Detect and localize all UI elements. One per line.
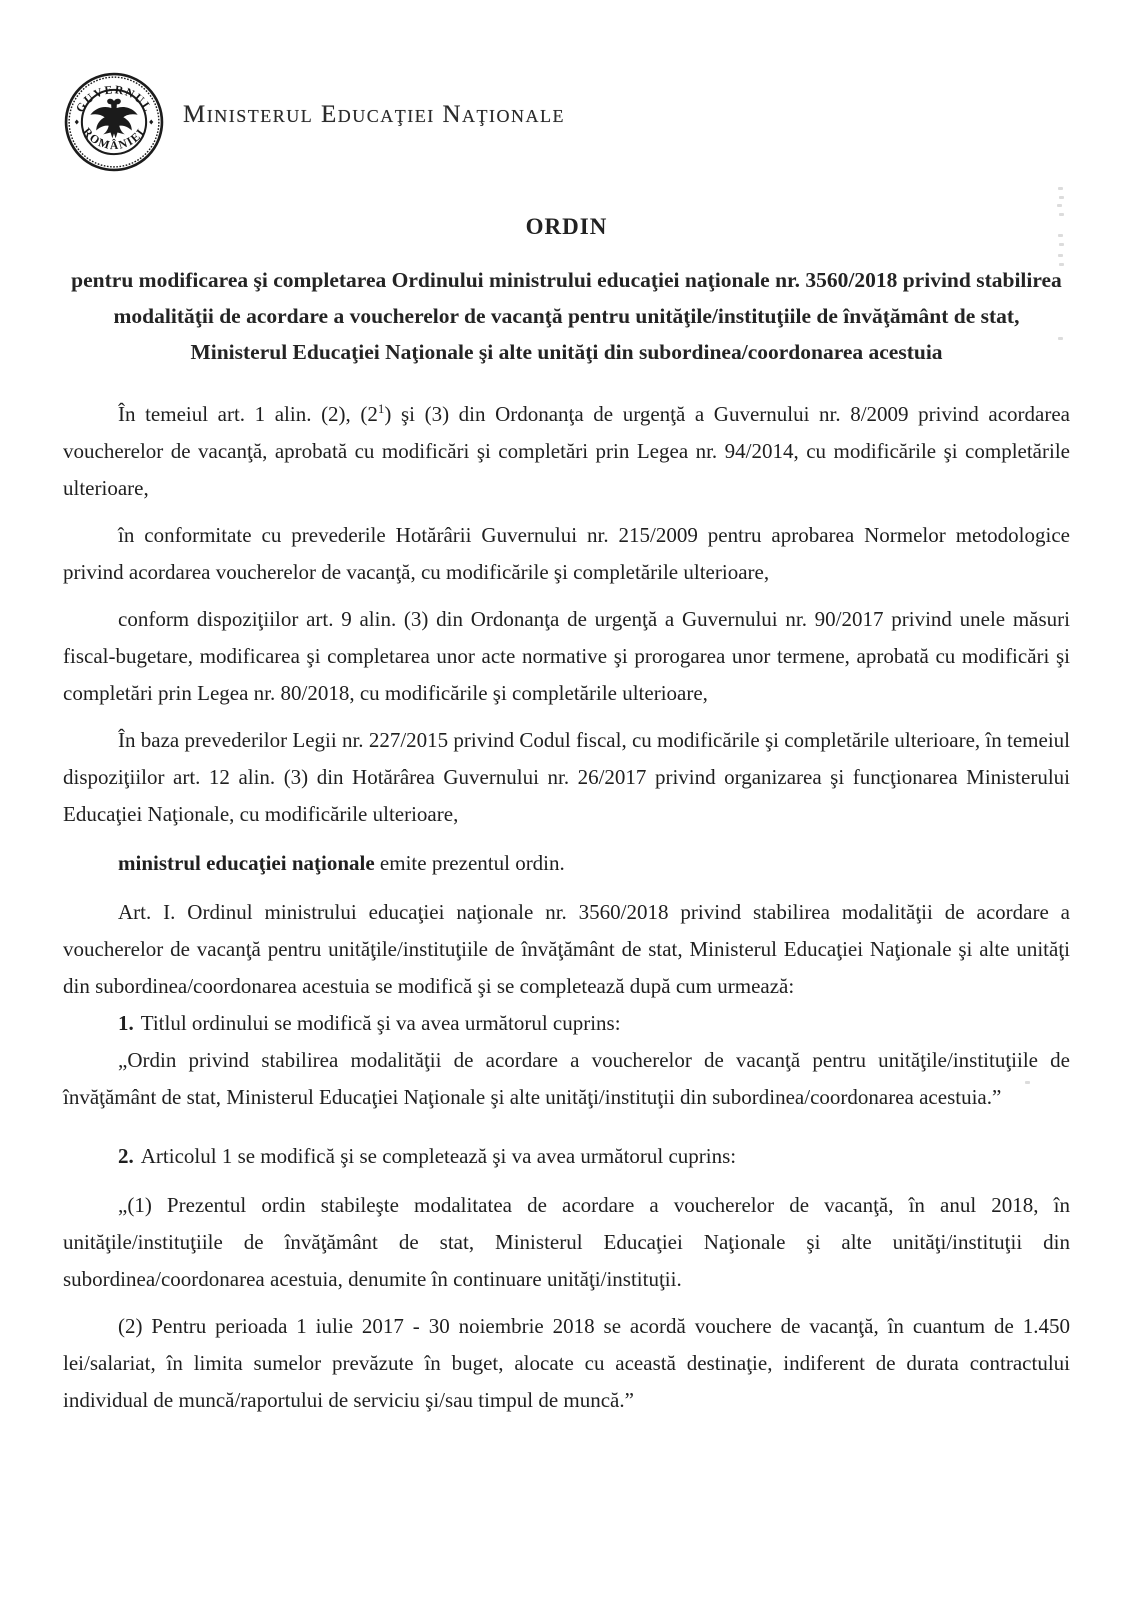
quoted-alineat-1: „(1) Prezentul ordin stabileşte modalitatea de acordare a voucherelor de vacanţă, în anul 2018, în unităţile/instituţiile de învăţământ de stat, Ministerul Educaţiei Naţionale şi alte unităţi/instituţii din subordinea/coordonarea acestuia, denumite în continuare unităţi/instituţii. [63,1193,1070,1291]
list-item-2 [63,1138,1070,1175]
paragraph-issuing-clause [63,845,1070,882]
scan-artifact [1058,254,1063,257]
quoted-new-title: „Ordin privind stabilirea modalităţii de acordare a voucherelor de vacanţă pentru unităţile/instituţiile de învăţământ de stat, Ministerul Educaţiei Naţionale şi alte unităţi/instituţii din subordinea/coordonarea acestuia.” [63,1048,1070,1109]
list-item-1 [63,1005,1070,1042]
paragraph-legal-basis-3: conform dispoziţiilor art. 9 alin. (3) din Ordonanţa de urgenţă a Guvernului nr. 90/2017 privind unele măsuri fiscal-bugetare, modificarea şi completarea unor acte normative şi prorogarea unor termene, aprobată cu modificări şi completări prin Legea nr. 80/2018, cu modificările şi completările ulterioare, [63,607,1070,705]
paragraph-article-1: Art. I. Ordinul ministrului educaţiei naţionale nr. 3560/2018 privind stabilirea modalităţii de acordare a voucherelor de vacanţă pentru unităţile/instituţiile de învăţământ de stat, Ministerul Educaţiei Naţionale şi alte unităţi din subordinea/coordonarea acestuia se modifică şi se completează după cum urmează: [63,900,1070,998]
scan-artifact [1059,196,1064,199]
quoted-alineat-2: (2) Pentru perioada 1 iulie 2017 - 30 noiembrie 2018 se acordă vouchere de vacanţă, în cuantum de 1.450 lei/salariat, în limita sumelor prevăzute în buget, alocate cu această destinaţie, indiferent de durata contractului individual de muncă/raportului de serviciu şi/sau timpul de muncă.” [63,1314,1070,1412]
paragraph-legal-basis-2: în conformitate cu prevederile Hotărârii Guvernului nr. 215/2009 pentru aprobarea Normelor metodologice privind acordarea voucherelor de vacanţă, cu modificările şi completările ulterioare, [63,523,1070,584]
document-body [63,396,1070,1419]
paragraph-legal-basis-4: În baza prevederilor Legii nr. 227/2015 privind Codul fiscal, cu modificările şi completările ulterioare, în temeiul dispoziţiilor art. 12 alin. (3) din Hotărârea Guvernului nr. 26/2017 privind organizarea şi funcţionarea Ministerului Educaţiei Naţionale, cu modificările ulterioare, [63,728,1070,826]
item-text: Articolul 1 se modifică şi se completează şi va avea următorul cuprins: [140,1144,737,1168]
scan-artifact [1059,213,1064,216]
scan-artifact [1059,243,1064,246]
scan-artifact [1057,204,1062,207]
paragraph-text: În temeiul art. 1 alin. (2), (2 [118,402,378,426]
item-number: 1. [118,1011,134,1035]
document-header [63,70,1070,174]
item-number: 2. [118,1144,134,1168]
ministry-name: Ministerul Educaţiei Naţionale [183,101,565,128]
scan-artifact [1058,337,1063,340]
order-title: ORDIN [525,214,608,239]
scan-artifact [1058,187,1063,190]
paragraph-text: emite prezentul ordin. [374,851,565,875]
scan-artifact [1059,263,1064,266]
item-text: Titlul ordinului se modifică şi va avea următorul cuprins: [140,1011,621,1035]
seal-bottom-text: ROMÂNIEI [79,125,148,153]
seal-top-text: GUVERNUL [73,83,155,115]
guvernul-romaniei-seal-icon [63,71,165,173]
issuer-name: ministrul educaţiei naţionale [118,851,375,875]
scan-artifact [1058,234,1063,237]
paragraph-legal-basis-1 [63,396,1070,507]
paragraph-text: ) şi (3) din Ordonanţa de urgenţă a Guvernului nr. 8/2009 privind acordarea voucherelor de vacanţă, aprobată cu modificări şi completări prin Legea nr. 94/2014, cu modificările şi completările ulterioare, [63,402,1070,500]
eagle-emblem [90,99,137,138]
scan-artifact [1025,1081,1030,1084]
superscript-index: 1 [377,401,385,416]
order-subtitle: pentru modificarea şi completarea Ordinului ministrului educaţiei naţionale nr. 3560/2018 privind stabilirea modalităţii de acordare a voucherelor de vacanţă pentru unităţile/instituţiile de învăţământ de stat, Ministerul Educaţiei Naţionale şi alte unităţi din subordinea/coordonarea acestuia [71,268,1062,364]
